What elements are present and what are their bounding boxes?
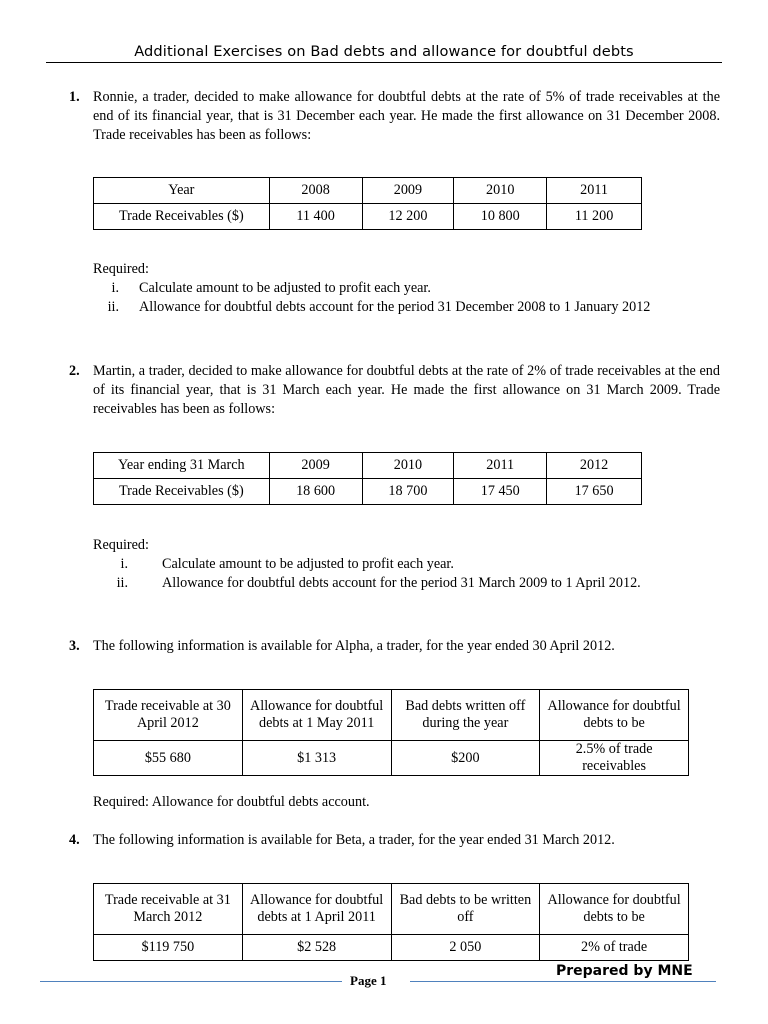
table-cell: Bad debts written off during the year (391, 690, 540, 741)
question-2-required-label: Required: (93, 537, 149, 553)
table-cell: 11 400 (269, 204, 362, 230)
prepared-by-label: Prepared by MNE (556, 963, 693, 979)
table-row (94, 741, 689, 776)
table-cell: Bad debts to be written off (391, 884, 540, 935)
footer-divider-left (40, 981, 342, 982)
table-header-row (94, 884, 689, 935)
table-cell: Trade Receivables ($) (94, 479, 270, 505)
question-1-item-numeral: ii. (107, 299, 119, 315)
question-2-item-text: Calculate amount to be adjusted to profit each year. (162, 556, 454, 572)
table-cell: Trade receivable at 31 March 2012 (94, 884, 243, 935)
question-1-item-text: Allowance for doubtful debts account for the period 31 December 2008 to 1 January 2012 (139, 299, 651, 315)
table-row (94, 935, 689, 961)
table-cell: 2008 (269, 178, 362, 204)
question-4-text: The following information is available for Beta, a trader, for the year ended 31 March 2012. (93, 832, 615, 848)
table-cell: Year (94, 178, 270, 204)
question-4-number: 4. (69, 832, 80, 848)
table-cell: 2012 (547, 453, 642, 479)
table-cell: 2% of trade (540, 935, 689, 961)
table-cell: 2010 (454, 178, 547, 204)
table-cell: 12 200 (362, 204, 454, 230)
table-cell: 18 600 (269, 479, 362, 505)
table-cell: $55 680 (94, 741, 243, 776)
question-3-required: Required: Allowance for doubtful debts account. (93, 794, 370, 810)
table-cell: 11 200 (547, 204, 642, 230)
question-3-number: 3. (69, 638, 80, 654)
table-cell: Allowance for doubtful debts at 1 May 2011 (242, 690, 391, 741)
question-1-item-text: Calculate amount to be adjusted to profit each year. (139, 280, 431, 296)
table-cell: $119 750 (94, 935, 243, 961)
question-3-text: The following information is available for Alpha, a trader, for the year ended 30 April 2012. (93, 638, 615, 654)
question-2-item-text: Allowance for doubtful debts account for the period 31 March 2009 to 1 April 2012. (162, 575, 641, 591)
table-cell: 17 450 (454, 479, 547, 505)
table-cell: $1 313 (242, 741, 391, 776)
question-1-required-label: Required: (93, 261, 149, 277)
question-1-text: Ronnie, a trader, decided to make allowance for doubtful debts at the rate of 5% of trade receivables at the end of its financial year, that is 31 December each year. He made the first allowance on 31 December 2008. Trade receivables has been as follows: (93, 89, 720, 144)
table-header-row (94, 453, 642, 479)
question-3-table (93, 689, 689, 776)
question-2-item-numeral: ii. (116, 575, 128, 591)
table-cell: 2009 (269, 453, 362, 479)
table-cell: Trade Receivables ($) (94, 204, 270, 230)
table-cell: Allowance for doubtful debts at 1 April 2011 (242, 884, 391, 935)
question-2-item-numeral: i. (120, 556, 128, 572)
footer-divider-right (410, 981, 716, 982)
table-cell: 2010 (362, 453, 454, 479)
question-2-number: 2. (69, 363, 80, 379)
table-cell: 17 650 (547, 479, 642, 505)
page-number: Page 1 (350, 973, 387, 988)
table-cell: 2011 (547, 178, 642, 204)
table-cell: 2011 (454, 453, 547, 479)
table-cell: 2.5% of trade receivables (540, 741, 689, 776)
table-cell: Year ending 31 March (94, 453, 270, 479)
table-cell: Allowance for doubtful debts to be (540, 690, 689, 741)
header-divider (46, 62, 722, 63)
page-title: Additional Exercises on Bad debts and allowance for doubtful debts (134, 43, 634, 60)
question-1-item-numeral: i. (111, 280, 119, 296)
table-cell: 18 700 (362, 479, 454, 505)
question-2-table (93, 452, 642, 505)
table-row (94, 479, 642, 505)
table-cell: 2009 (362, 178, 454, 204)
table-cell: Trade receivable at 30 April 2012 (94, 690, 243, 741)
table-cell: $200 (391, 741, 540, 776)
table-cell: Allowance for doubtful debts to be (540, 884, 689, 935)
table-row (94, 204, 642, 230)
question-2-text: Martin, a trader, decided to make allowance for doubtful debts at the rate of 2% of trade receivables at the end of its financial year, that is 31 March each year. He made the first allowance on 31 March 2009. Trade receivables has been as follows: (93, 363, 720, 418)
question-1-number: 1. (69, 89, 80, 105)
table-cell: 2 050 (391, 935, 540, 961)
table-header-row (94, 690, 689, 741)
table-header-row (94, 178, 642, 204)
question-4-table (93, 883, 689, 961)
table-cell: $2 528 (242, 935, 391, 961)
question-1-table (93, 177, 642, 230)
table-cell: 10 800 (454, 204, 547, 230)
